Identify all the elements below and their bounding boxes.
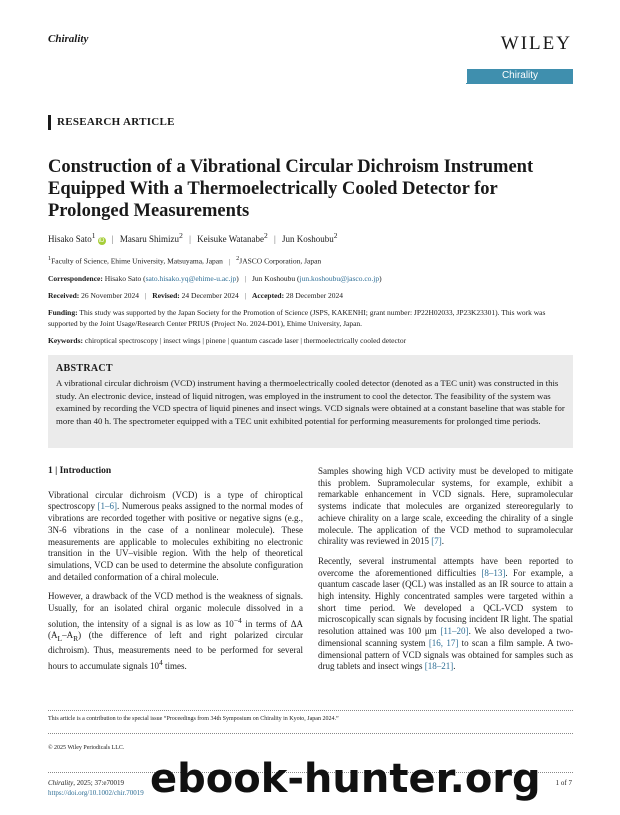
funding-label: Funding: [48, 308, 78, 317]
paragraph [318, 466, 573, 548]
affil-separator: | [228, 256, 231, 266]
journal-badge[interactable]: Chirality [467, 69, 573, 83]
citation-link[interactable]: [18–21] [424, 661, 454, 672]
accepted-label: Accepted: [252, 291, 285, 300]
affiliation-1: Faculty of Science, Ehime University, Matsuyama, Japan [51, 256, 223, 266]
citation-link[interactable]: [1–6] [97, 501, 118, 512]
text-run: . We also developed a two-dimensional scanning system [318, 626, 573, 648]
corr-name-1: Hisako Sato [104, 274, 142, 283]
citation-link[interactable]: [7] [431, 536, 442, 547]
author-list [48, 231, 338, 245]
paragraph [48, 591, 303, 672]
citation-volume: , 2025; 37:e70019 [73, 779, 125, 787]
left-column [48, 466, 303, 680]
citation-link[interactable]: [11–20] [440, 626, 469, 637]
citation-info [48, 779, 144, 798]
superscript: −4 [233, 615, 242, 625]
paragraph [318, 556, 573, 673]
corr-name-2: Jun Koshoubu [251, 274, 296, 283]
affil-sup: 2 [236, 255, 240, 262]
author-affil-sup: 2 [263, 231, 268, 240]
paragraph [48, 490, 303, 584]
accepted-date: 28 December 2024 [285, 291, 344, 300]
article-title: Construction of a Vibrational Circular Dichroism Instrument Equipped With a Thermoelectrically Cooled Detector for Prolonged Measurements [48, 157, 534, 221]
funding-text: This study was supported by the Japan Society for the Promotion of Science (JSPS, KAKENHI; grant number: JP22H02033, JP23K23301). This work was supported by the Joint Usage/Research Center PRIUS (Project No. 2024-D01), Ehime University, Japan. [48, 308, 546, 328]
superscript: 4 [158, 657, 163, 667]
author-name[interactable]: Masaru Shimizu [119, 234, 180, 244]
author-affil-sup: 2 [179, 231, 183, 240]
abstract-text: A vibrational circular dichroism (VCD) instrument having a thermoelectrically cooled detector (denoted as a TEC unit) was constructed in this study. An electronic device, instead of liquid nitrogen, was employed in the instrument to cool the detector. The feasibility of the system was examined by recording the VCD spectra of liquid pinenes and insect wings. VCD signals were obtained at a constant baseline that was stable for more than 40 h. The spectrometer equipped with a TEC unit exhibited potential for performing measurements for prolonged time periods. [56, 378, 565, 426]
author-separator: | [273, 234, 276, 244]
right-column [318, 466, 573, 681]
doi-link[interactable]: https://doi.org/10.1002/chir.70019 [48, 788, 144, 797]
section-heading: 1 | Introduction [48, 466, 112, 476]
corr-separator: | [244, 274, 247, 283]
text-run: in terms of ΔA (A [48, 618, 303, 641]
text-run: Samples showing high VCD activity must be developed to mitigate this problem. Supramolecular systems, for example, exhibit a remarkable enhancement in VCD signals. Here, supramolecular systems indicate that molecules are organized stereoregularly to achieve chirality on a large scale, exceeding the chirality of a single molecule. The application of the VCD method to supramolecular chirality was reviewed in 2015 [318, 466, 573, 547]
affil-sup: 1 [48, 255, 52, 262]
author-separator: | [189, 234, 191, 244]
copyright-divider [48, 733, 573, 734]
author-affil-sup: 2 [333, 231, 338, 240]
received-label: Received: [48, 291, 80, 300]
text-run: Vibrational circular dichroism (VCD) is a type of chiroptical spectroscopy [48, 489, 303, 512]
corr-email-2[interactable]: jun.koshoubu@jasco.co.jp [299, 274, 380, 283]
footnote-divider [48, 710, 573, 711]
text-run: Recently, several instrumental attempts have been reported to overcome the aforementioned difficulties [318, 555, 573, 578]
footnote: This article is a contribution to the special issue “Proceedings from 34th Symposium on Chirality in Kyoto, Japan 2024.” [48, 716, 339, 722]
publisher-logo: WILEY [500, 33, 572, 54]
revised-date: 24 December 2024 [181, 291, 239, 300]
subscript: R [73, 634, 79, 644]
correspondence-label: Correspondence: [48, 274, 103, 283]
text-run: –A [62, 630, 74, 641]
text-run: times. [162, 660, 187, 671]
keywords-text: chiroptical spectroscopy | insect wings | pinene | quantum cascade laser | thermoelectrically cooled detector [84, 336, 407, 345]
orcid-icon[interactable]: iD [98, 238, 105, 244]
badge-underline [466, 83, 573, 84]
abstract-box [48, 355, 573, 448]
copyright: © 2025 Wiley Periodicals LLC. [48, 745, 125, 751]
keywords [48, 336, 406, 347]
text-run: to scan a film sample. A two-dimensional pattern of VCD signals was obtained for samples such as drug tablets and insect wings [318, 637, 573, 672]
citation-journal: Chirality [48, 779, 74, 787]
citation-link[interactable]: [8–13] [481, 567, 506, 578]
text-run: ) (the difference of left and right polarized circular dichroism). Thus, measurements need to be performed for several hours to accumulate signals 10 [48, 630, 303, 671]
watermark: ebook-hunter.org [150, 756, 541, 802]
text-run: . [441, 536, 444, 547]
correspondence: Correspondence: Hisako Sato (sato.hisako.yq@ehime-u.ac.jp) | Jun Koshoubu (jun.koshoubu@jasco.co.jp) [48, 274, 382, 283]
author-name[interactable]: Keisuke Watanabe [197, 234, 264, 244]
funding [48, 308, 573, 329]
date-separator: | [244, 291, 247, 300]
corr-email-1[interactable]: sato.hisako.yq@ehime-u.ac.jp [145, 274, 237, 283]
author-name[interactable]: Hisako Sato [48, 234, 92, 244]
text-run: . [453, 661, 456, 672]
affiliation-2: JASCO Corporation, Japan [239, 256, 322, 266]
author-affil-sup: 1 [91, 231, 96, 240]
received-date: 26 November 2024 [81, 291, 140, 300]
author-separator: | [111, 234, 114, 244]
citation-link[interactable]: [16, 17] [428, 637, 459, 648]
page-number: 1 of 7 [555, 779, 572, 787]
abstract-heading: ABSTRACT [56, 363, 113, 374]
journal-name: Chirality [48, 33, 89, 45]
author-name[interactable]: Jun Koshoubu [282, 234, 334, 244]
subscript: L [57, 634, 63, 644]
text-run: . Numerous peaks assigned to the normal modes of vibrations are recorded together with positive or negative signs (e.g., 3N-6 vibrations in the case of a nonlinear molecule). These measurements are applicable to molecules exhibiting no electronic transition in the UV–visible region. With the help of theoretical simulations, VCD can be used to determine the absolute configuration and detailed conformation of a chiral molecule. [48, 501, 303, 582]
article-dates [48, 291, 343, 302]
affiliations [48, 254, 321, 267]
revised-label: Revised: [152, 291, 180, 300]
keywords-label: Keywords: [48, 336, 83, 345]
article-type: RESEARCH ARTICLE [48, 115, 175, 130]
text-run: . For example, a quantum cascade laser (QCL) was installed as an IR source to attain a high intensity. Highly concentrated samples were targeted within a short time period. We developed a QCL-VCD system to microscopically scan signals by focusing incident IR light. The spatial resolution attained was 100 μm [318, 567, 573, 637]
text-run: However, a drawback of the VCD method is the weakness of signals. Usually, for an isolated chiral organic molecule dissolved in a solution, the intensity of a signal is as low as 10 [48, 591, 303, 629]
date-separator: | [144, 291, 147, 300]
